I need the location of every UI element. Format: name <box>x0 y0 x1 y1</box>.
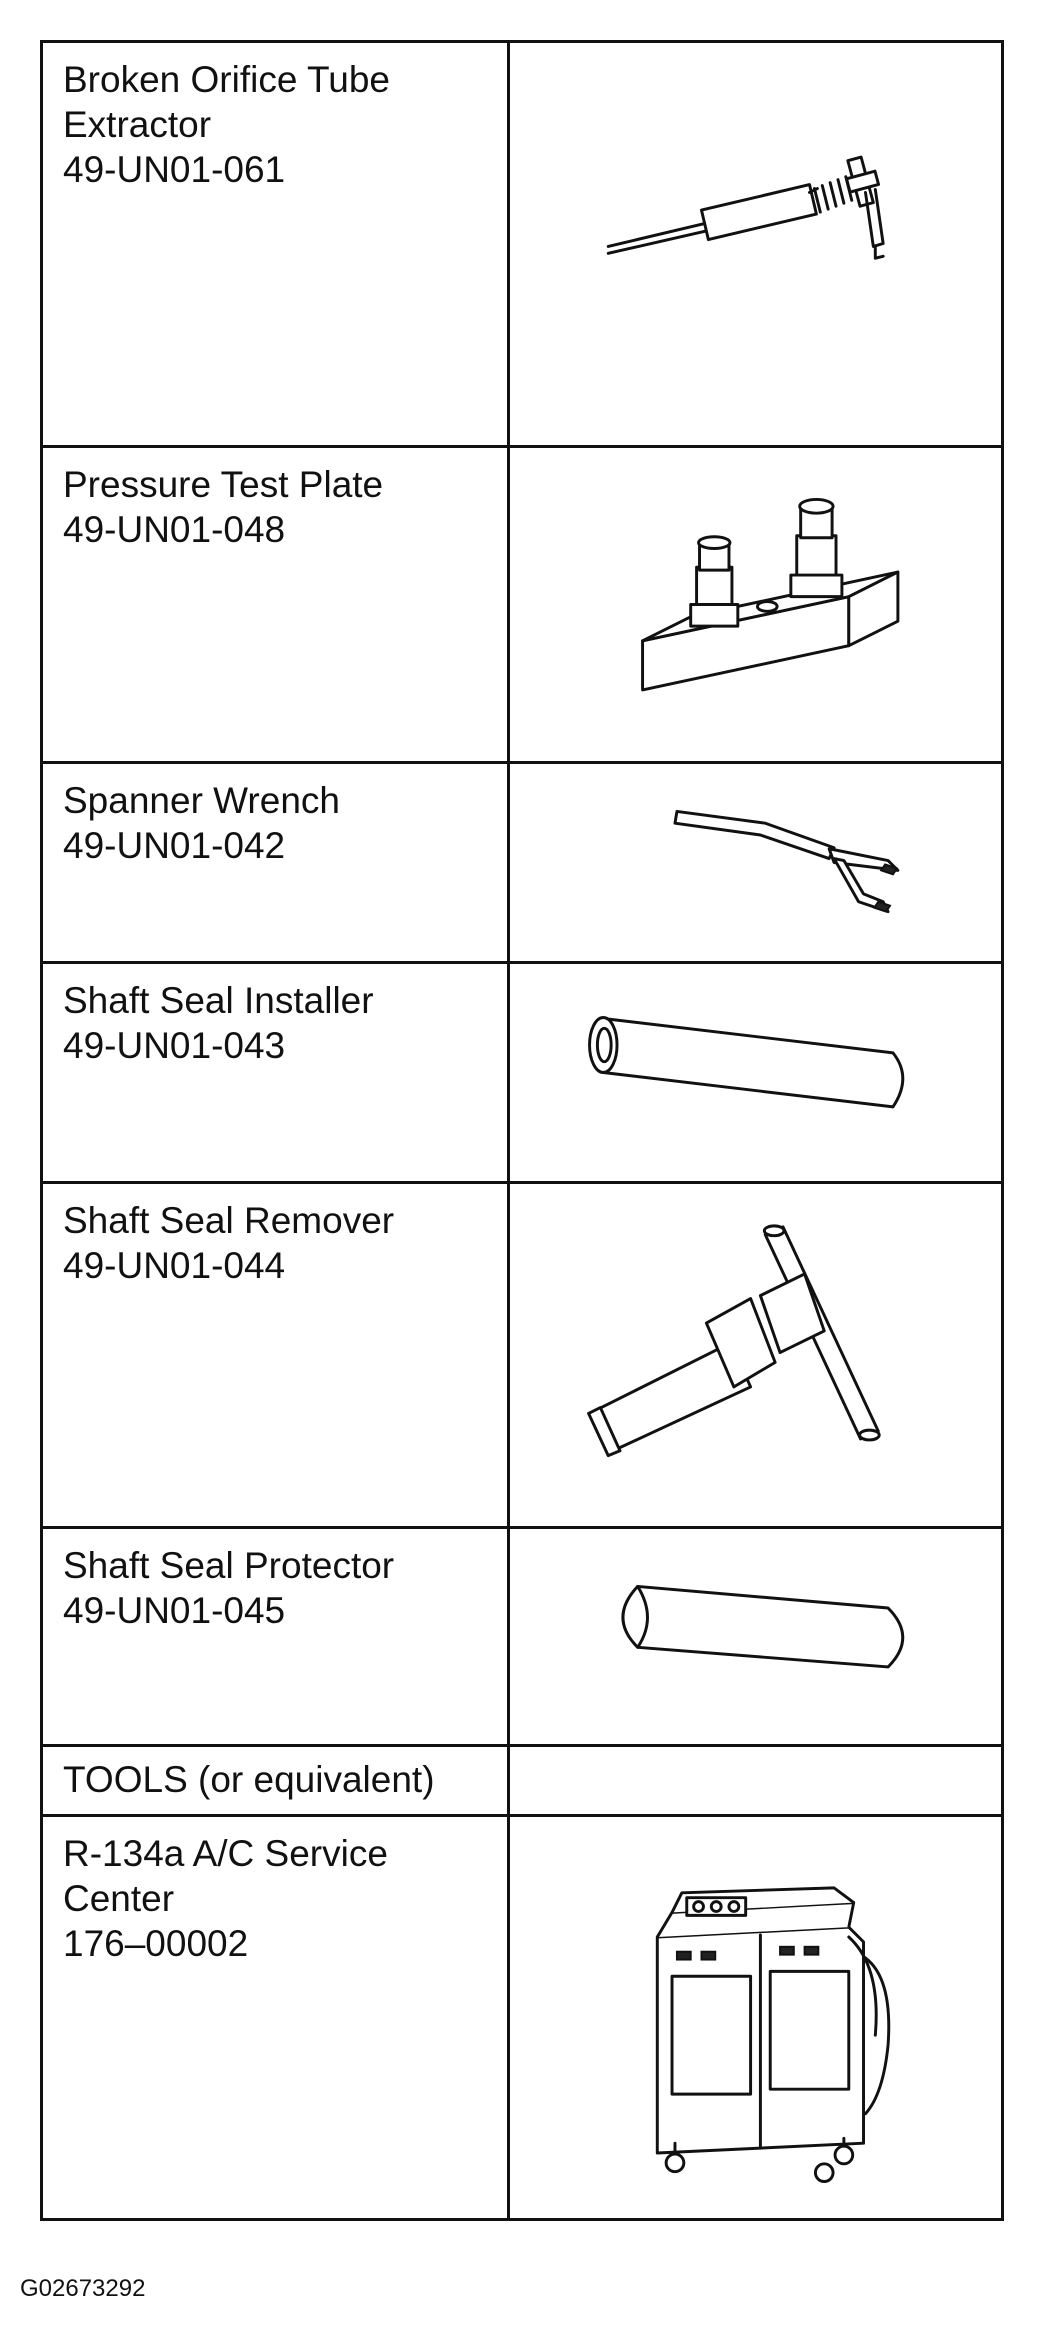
tool-part-number: 49-UN01-061 <box>63 149 286 190</box>
shaft-seal-installer-icon <box>510 964 1001 1181</box>
tool-name: Broken Orifice Tube Extractor <box>63 59 390 145</box>
tool-image-cell <box>509 963 1003 1183</box>
tool-label-cell <box>42 763 509 963</box>
tool-row <box>42 1746 1003 1816</box>
tools-table <box>40 40 1004 2221</box>
tool-label-cell <box>42 1183 509 1528</box>
tool-label-cell <box>42 1746 509 1816</box>
orifice-tube-extractor-icon <box>510 43 1001 445</box>
tool-image-cell <box>509 1528 1003 1746</box>
tool-image-cell <box>509 1183 1003 1528</box>
tool-row <box>42 763 1003 963</box>
tool-part-number: 176–00002 <box>63 1923 249 1964</box>
empty-cell <box>509 1746 1003 1816</box>
tool-row <box>42 1528 1003 1746</box>
tool-label-cell <box>42 1528 509 1746</box>
tool-image-cell <box>509 42 1003 447</box>
section-heading: TOOLS (or equivalent) <box>63 1759 435 1800</box>
tool-name: R-134a A/C Service Center <box>63 1833 388 1919</box>
tool-part-number: 49-UN01-044 <box>63 1245 286 1286</box>
tool-part-number: 49-UN01-043 <box>63 1025 286 1066</box>
shaft-seal-remover-icon <box>510 1184 1001 1526</box>
shaft-seal-protector-icon <box>510 1529 1001 1744</box>
tool-row <box>42 447 1003 763</box>
tool-name: Spanner Wrench <box>63 780 340 821</box>
tool-name: Shaft Seal Protector <box>63 1545 395 1586</box>
tool-part-number: 49-UN01-045 <box>63 1590 286 1631</box>
tool-label-cell <box>42 42 509 447</box>
tool-part-number: 49-UN01-042 <box>63 825 286 866</box>
tool-image-cell <box>509 1816 1003 2220</box>
tool-label-cell <box>42 1816 509 2220</box>
figure-id-caption: G02673292 <box>20 2275 146 2302</box>
tool-image-cell <box>509 447 1003 763</box>
tool-label-cell <box>42 447 509 763</box>
tool-name: Shaft Seal Installer <box>63 980 374 1021</box>
tool-row <box>42 42 1003 447</box>
tool-row <box>42 1183 1003 1528</box>
tool-label-cell <box>42 963 509 1183</box>
pressure-test-plate-icon <box>510 448 1001 761</box>
tool-name: Pressure Test Plate <box>63 464 384 505</box>
tool-row <box>42 1816 1003 2220</box>
spanner-wrench-icon <box>510 764 1001 961</box>
tool-name: Shaft Seal Remover <box>63 1200 395 1241</box>
tool-row <box>42 963 1003 1183</box>
tool-part-number: 49-UN01-048 <box>63 509 286 550</box>
tool-image-cell <box>509 763 1003 963</box>
ac-service-center-icon <box>510 1817 1001 2218</box>
